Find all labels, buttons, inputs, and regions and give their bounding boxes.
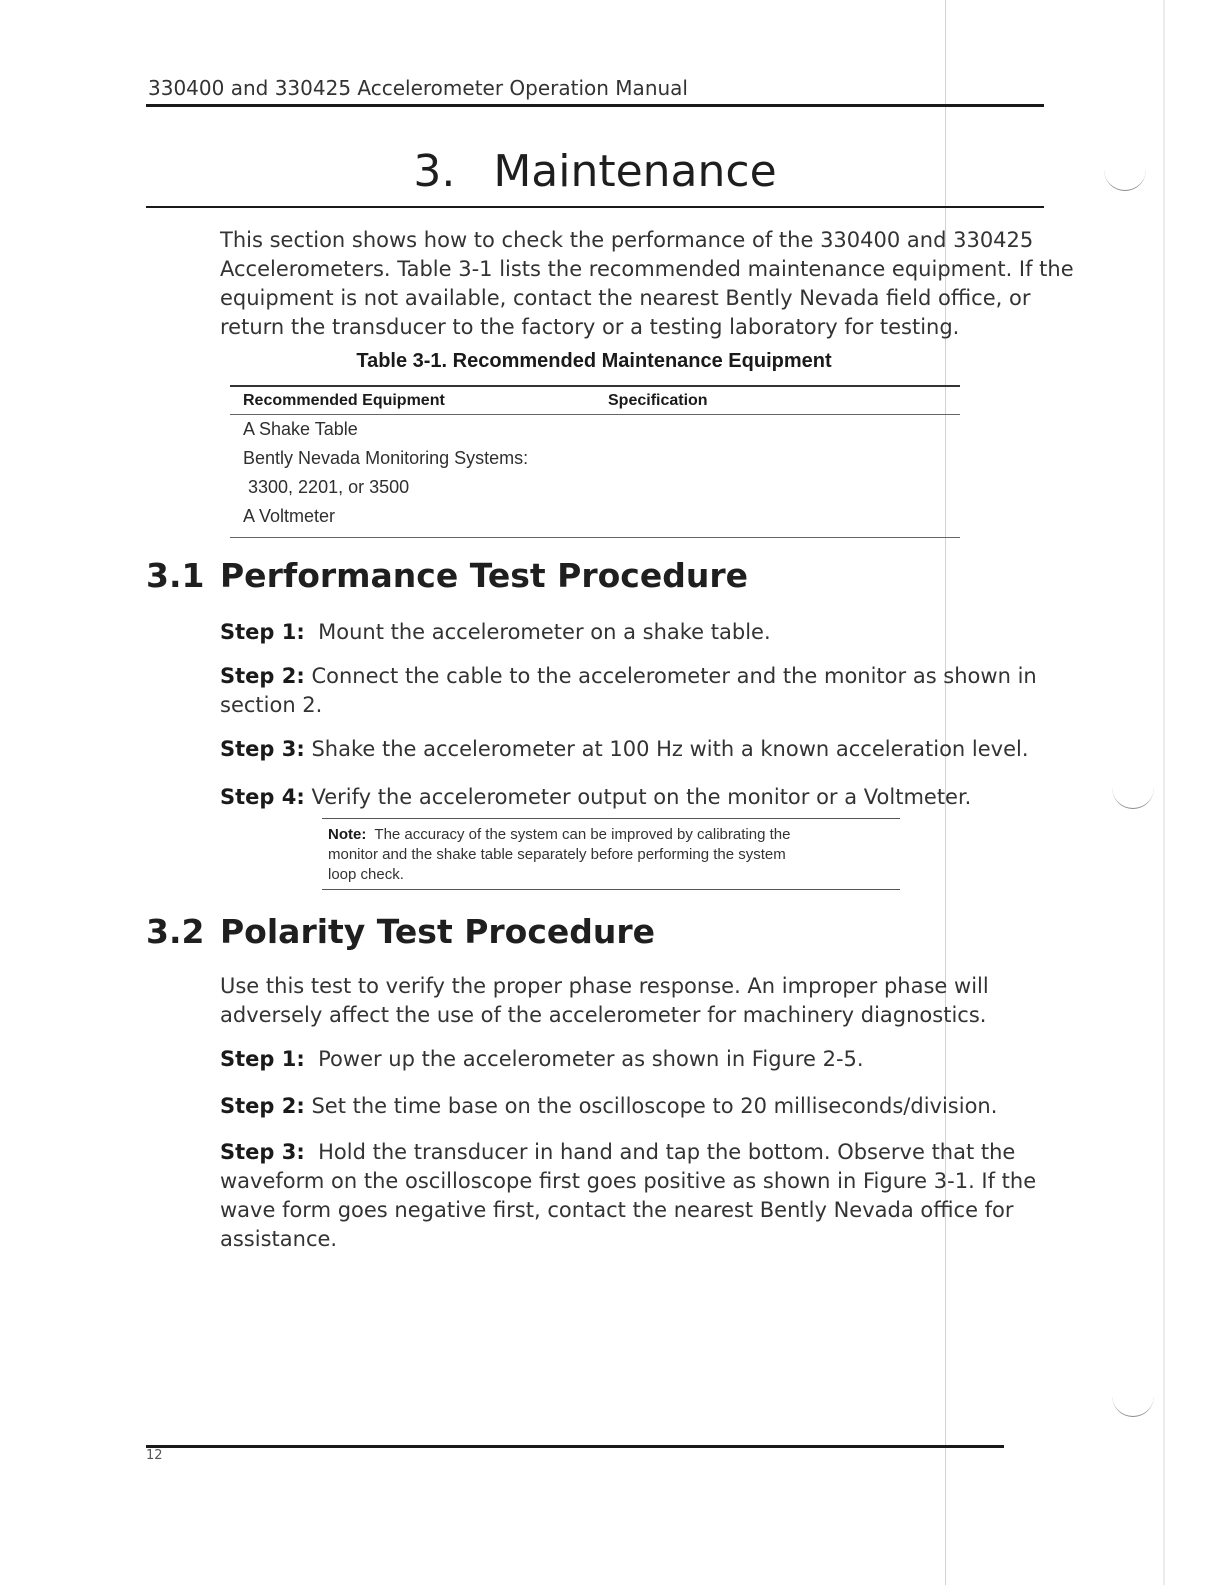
step-label: Step 3:	[220, 1140, 305, 1164]
section-number: 3.1	[146, 556, 205, 595]
header-rule	[146, 104, 1044, 107]
footer-rule	[146, 1445, 1004, 1448]
intro-line: Accelerometers. Table 3-1 lists the recommended maintenance equipment. If the	[220, 257, 1074, 281]
chapter-title-text: Maintenance	[493, 146, 777, 197]
section-title: Performance Test Procedure	[220, 556, 748, 595]
scan-page-edge	[1163, 0, 1165, 1585]
binder-hole-mark	[1104, 168, 1146, 191]
step-label: Step 4:	[220, 785, 305, 809]
step-label: Step 3:	[220, 737, 305, 761]
chapter-number: 3.	[413, 146, 456, 197]
section-heading-performance-test	[146, 556, 748, 595]
table-row: A Voltmeter	[243, 506, 336, 526]
note-text: loop check.	[328, 866, 404, 883]
note-text: The accuracy of the system can be improved by calibrating the	[374, 826, 791, 843]
section-heading-polarity-test	[146, 912, 655, 951]
note-text: monitor and the shake table separately before performing the system	[328, 846, 786, 863]
intro-paragraph	[220, 226, 1074, 342]
section-title: Polarity Test Procedure	[220, 912, 656, 951]
table-row: A Shake Table	[243, 419, 358, 439]
table-row: 3300, 2201, or 3500	[248, 477, 410, 497]
polarity-intro-paragraph	[220, 972, 1020, 1030]
step-text: Shake the accelerometer at 100 Hz with a known acceleration level.	[311, 737, 1029, 761]
page-number: 12	[146, 1448, 163, 1463]
step-label: Step 1:	[220, 620, 305, 644]
polarity-intro-line: adversely affect the use of the accelerometer for machinery diagnostics.	[220, 1003, 987, 1027]
step-label: Step 2:	[220, 1094, 305, 1118]
intro-line: This section shows how to check the performance of the 330400 and 330425	[220, 228, 1034, 252]
step-label: Step 1:	[220, 1047, 305, 1071]
performance-step-2	[220, 662, 1037, 720]
performance-step-1	[220, 618, 1020, 647]
section-number: 3.2	[146, 912, 205, 951]
polarity-step-2	[220, 1092, 1020, 1121]
column-header-specification: Specification	[608, 391, 708, 409]
step-text: Verify the accelerometer output on the monitor or a Voltmeter.	[311, 785, 972, 809]
note-box	[322, 818, 900, 890]
table-bottom-rule	[230, 537, 960, 538]
binder-hole-mark	[1112, 786, 1154, 809]
intro-line: equipment is not available, contact the nearest Bently Nevada field office, or	[220, 286, 1031, 310]
step-text: Connect the cable to the accelerometer and the monitor as shown in	[311, 664, 1037, 688]
step-label: Step 2:	[220, 664, 305, 688]
polarity-step-1	[220, 1045, 1020, 1074]
intro-line: return the transducer to the factory or a testing laboratory for testing.	[220, 315, 960, 339]
table-row: Bently Nevada Monitoring Systems:	[243, 448, 529, 468]
performance-step-4	[220, 783, 1020, 812]
polarity-intro-line: Use this test to verify the proper phase response. An improper phase will	[220, 974, 989, 998]
step-text: assistance.	[220, 1227, 338, 1251]
table-header-row	[230, 387, 960, 414]
step-text: Power up the accelerometer as shown in Figure 2-5.	[318, 1047, 864, 1071]
binder-hole-mark	[1112, 1394, 1154, 1417]
step-text: Mount the accelerometer on a shake table.	[318, 620, 771, 644]
performance-step-3	[220, 735, 1029, 764]
chapter-rule	[146, 206, 1044, 208]
equipment-table	[230, 385, 960, 538]
step-text: waveform on the oscilloscope first goes positive as shown in Figure 3-1. If the	[220, 1169, 1037, 1193]
note-label: Note:	[328, 826, 367, 843]
table-caption: Table 3-1. Recommended Maintenance Equipment	[356, 350, 832, 372]
note-bottom-rule	[322, 889, 900, 890]
polarity-step-3	[220, 1138, 1037, 1254]
running-header: 330400 and 330425 Accelerometer Operation Manual	[148, 76, 688, 100]
step-text: section 2.	[220, 693, 323, 717]
step-text: Hold the transducer in hand and tap the bottom. Observe that the	[318, 1140, 1016, 1164]
column-header-equipment: Recommended Equipment	[243, 391, 445, 409]
chapter-title	[146, 146, 1044, 197]
step-text: wave form goes negative first, contact the nearest Bently Nevada office for	[220, 1198, 1014, 1222]
step-text: Set the time base on the oscilloscope to 20 milliseconds/division.	[311, 1094, 998, 1118]
